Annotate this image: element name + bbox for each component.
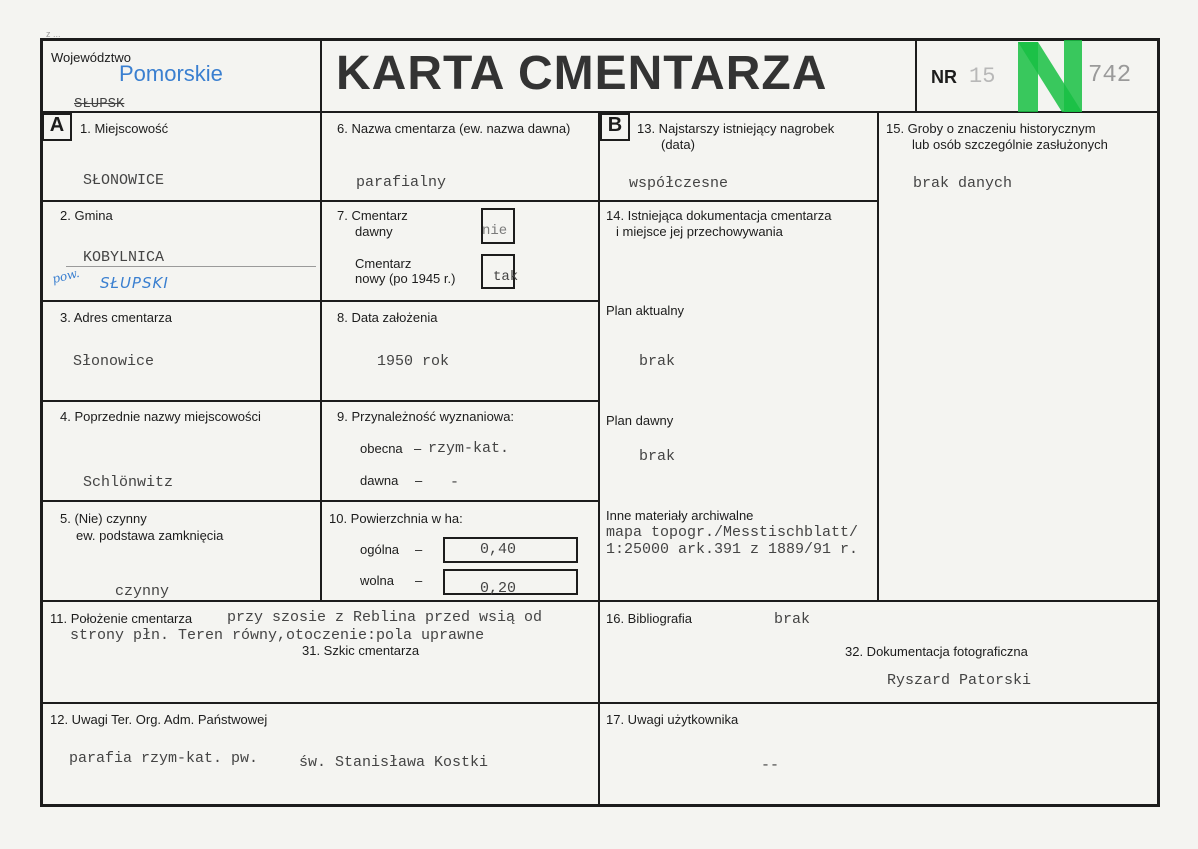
field-7-label-1: 7. Cmentarz [337,208,408,223]
field-17-value: -- [761,757,780,774]
field-31-label: 31. Szkic cmentarza [302,643,420,658]
corner-scribble: z ... [46,29,61,39]
field-13-value: współczesne [629,175,729,192]
row-main [40,600,1160,602]
field-9-label: 9. Przynależność wyznaniowa: [337,409,515,424]
wojewodztwo-label: Województwo [51,50,131,65]
row-a-4 [40,500,600,502]
wojewodztwo-old: SŁUPSK [74,96,125,112]
field-11-value-1: przy szosie z Reblina przed wsią od [227,609,543,626]
field-9-obecna-label: obecna [360,441,403,456]
field-10-ogolna-label: ogólna [360,542,400,557]
frame-right [1157,38,1160,807]
field-5-value: czynny [115,583,170,600]
field-10-ogolna-dash: – [415,542,423,557]
frame-top [40,38,1160,41]
inne-label: Inne materiały archiwalne [606,508,754,523]
field-2-value: KOBYLNICA [83,249,165,266]
field-16-value: brak [774,611,811,628]
field-11-value-2: strony płn. Teren równy,otoczenie:pola uprawne [70,627,485,644]
inne-value-2: 1:25000 ark.391 z 1889/91 r. [606,541,859,558]
field-10-wolna-label: wolna [360,573,394,588]
field-7-label-3: Cmentarz [355,256,412,271]
field-10-ogolna-value: 0,40 [480,541,517,558]
nr-prefix: 15 [969,64,996,89]
section-a-label: A [42,113,72,141]
nr-value: 742 [1088,62,1132,89]
row-b-13 [598,200,879,202]
field-7-label-4: nowy (po 1945 r.) [355,271,456,286]
nr-label: NR [931,67,957,87]
field-5-label-1: 5. (Nie) czynny [60,511,147,526]
field-8-value: 1950 rok [377,353,450,370]
nr-marker-n [1014,38,1086,114]
wojewodztwo-value: Pomorskie [119,61,223,86]
field-15-value: brak danych [913,175,1013,192]
plan-aktualny-value: brak [639,353,676,370]
field-7-nowy-value: tak [493,269,519,285]
field-2-label: 2. Gmina [60,208,113,223]
frame-left [40,38,43,807]
field-15-label-2: lub osób szczególnie zasłużonych [912,137,1108,152]
field-13-label-2: (data) [661,137,695,152]
header-v1 [320,38,322,113]
field-14-label-1: 14. Istniejąca dokumentacja cmentarza [606,208,832,223]
field-10-label: 10. Powierzchnia w ha: [329,511,463,526]
field-1-label: 1. Miejscowość [80,121,169,136]
field-9-dawna-label: dawna [360,473,399,488]
row-bottom [40,702,1160,704]
field-7-dawny-value: nie [482,223,508,239]
field-9-obecna-value: rzym-kat. [428,440,510,457]
field-12-value-1: parafia rzym-kat. pw. [69,750,259,767]
field-12-value-2: św. Stanisława Kostki [299,754,489,771]
plan-dawny-value: brak [639,448,676,465]
row-a-2 [40,300,600,302]
inne-value-1: mapa topogr./Messtischblatt/ [606,524,859,541]
field-10-wolna-dash: – [415,573,423,588]
field-4-label: 4. Poprzednie nazwy miejscowości [60,409,261,424]
field-32-label: 32. Dokumentacja fotograficzna [845,644,1028,659]
field-6-value: parafialny [356,174,447,191]
page-title: KARTA CMENTARZA [336,47,828,100]
field-12-label: 12. Uwagi Ter. Org. Adm. Państwowej [50,712,268,727]
plan-aktualny-label: Plan aktualny [606,303,685,318]
field-1-value: SŁONOWICE [83,172,165,189]
field-10-wolna-value: 0,20 [480,580,517,597]
field-32-value: Ryszard Patorski [887,672,1032,689]
section-b-label: B [600,113,630,141]
col-v-right [877,111,879,602]
field-15-label-1: 15. Groby o znaczeniu historycznym [886,121,1096,136]
field-4-value: Schlönwitz [83,474,174,491]
field-16-label: 16. Bibliografia [606,611,692,626]
field-2-pow-value: SŁUPSKI [100,274,169,292]
field-9-dawna-value: - [450,474,460,491]
field-3-value: Słonowice [73,353,155,370]
field-7-label-2: dawny [355,224,393,239]
field-6-label: 6. Nazwa cmentarza (ew. nazwa dawna) [337,121,571,136]
field-5-label-2: ew. podstawa zamknięcia [76,528,224,543]
field-8-label: 8. Data założenia [337,310,438,325]
field-14-label-2: i miejsce jej przechowywania [616,224,783,239]
row-a-1 [40,200,600,202]
col-v-left [320,111,322,602]
plan-dawny-label: Plan dawny [606,413,674,428]
frame-bottom [40,804,1160,807]
field-9-dawna-dash: – [415,473,423,488]
field-2-underline [66,266,316,267]
row-a-3 [40,400,600,402]
header-v2 [915,38,917,113]
field-11-label: 11. Położenie cmentarza [50,611,193,626]
field-2-pow-label: pow. [50,265,81,287]
field-17-label: 17. Uwagi użytkownika [606,712,739,727]
field-9-obecna-dash: – [414,441,422,456]
field-13-label-1: 13. Najstarszy istniejący nagrobek [637,121,835,136]
field-3-label: 3. Adres cmentarza [60,310,172,325]
